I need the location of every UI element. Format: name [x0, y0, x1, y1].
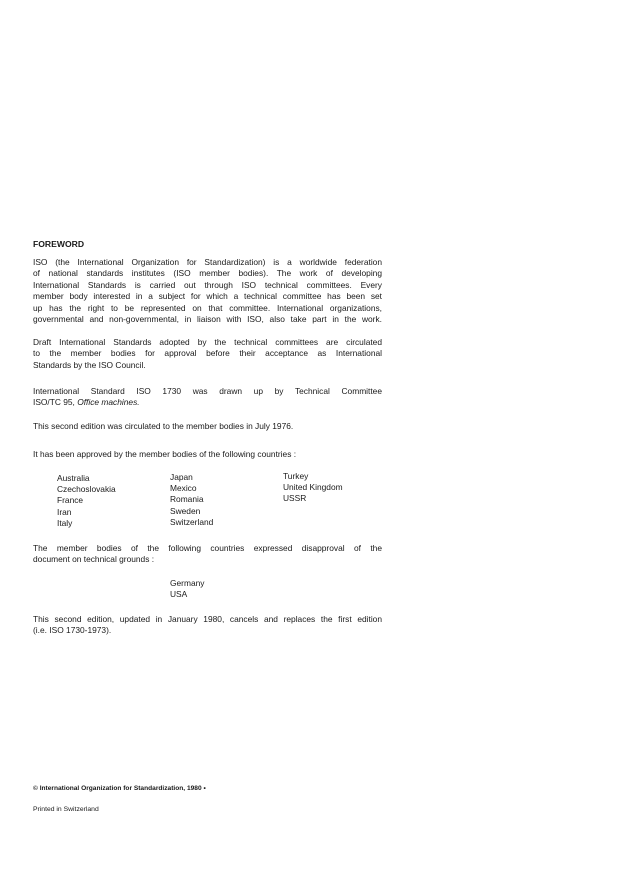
- approving-countries-col-3: [283, 471, 343, 505]
- country: USA: [170, 589, 188, 600]
- text-line: It has been approved by the member bodies of the following countries :: [33, 449, 297, 459]
- country: Germany: [170, 578, 205, 588]
- country: France: [57, 495, 84, 506]
- country: Mexico: [170, 483, 197, 494]
- text-line: ISO (the International Organization for Standardization) is a worldwide federation: [33, 257, 382, 267]
- approving-countries-col-2: [170, 472, 213, 528]
- country: United Kingdom: [283, 482, 343, 493]
- paragraph-iso-intro: [33, 257, 382, 325]
- text-line: Standards by the ISO Council.: [33, 359, 146, 370]
- copyright-notice: © International Organization for Standardization, 1980 •: [33, 785, 206, 792]
- country: Japan: [170, 472, 193, 482]
- text-line: to the member bodies for approval before their acceptance as International: [33, 348, 382, 359]
- text-line: Draft International Standards adopted by the technical committees are circulated: [33, 337, 382, 347]
- committee-id: ISO/TC 95,: [33, 397, 78, 408]
- country: Australia: [57, 473, 90, 483]
- country: Sweden: [170, 505, 201, 516]
- printed-in: Printed in Switzerland: [33, 806, 99, 813]
- country: Iran: [57, 506, 72, 517]
- foreword-heading: FOREWORD: [33, 239, 85, 249]
- committee-title: Office machines.: [77, 397, 140, 408]
- text-line: document on technical grounds :: [33, 554, 155, 565]
- country: Turkey: [283, 471, 309, 481]
- text-line: of national standards institutes (ISO member bodies). The work of developing: [33, 268, 382, 279]
- text-line: (i.e. ISO 1730-1973).: [33, 625, 112, 636]
- paragraph-technical-committee: [33, 386, 382, 409]
- paragraph-approval: [33, 449, 382, 460]
- text-line: governmental and non-governmental, in liaison with ISO, also take part in the work.: [33, 314, 382, 325]
- text-line: member body interested in a subject for which a technical committee has been set: [33, 291, 382, 302]
- country: Romania: [170, 494, 204, 505]
- text-line: International Standards is carried out through ISO technical committees. Every: [33, 279, 382, 290]
- text-line: This second edition was circulated to the member bodies in July 1976.: [33, 421, 294, 431]
- disapproving-countries: [170, 578, 204, 600]
- text-line: International Standard ISO 1730 was drawn up by Technical Committee: [33, 386, 382, 396]
- paragraph-edition: [33, 614, 382, 637]
- paragraph-draft-standards: [33, 337, 382, 371]
- paragraph-circulation: [33, 421, 382, 432]
- country: Italy: [57, 517, 73, 528]
- approving-countries-col-1: [57, 473, 116, 529]
- paragraph-disapproval: [33, 543, 382, 566]
- country: Czechoslovakia: [57, 484, 116, 495]
- country: USSR: [283, 493, 307, 504]
- text-line: [33, 397, 382, 408]
- text-line: up has the right to be represented on that committee. International organizations,: [33, 302, 382, 313]
- country: Switzerland: [170, 516, 214, 527]
- text-line: This second edition, updated in January 1980, cancels and replaces the first edition: [33, 614, 382, 624]
- text-line: The member bodies of the following countries expressed disapproval of the: [33, 543, 382, 553]
